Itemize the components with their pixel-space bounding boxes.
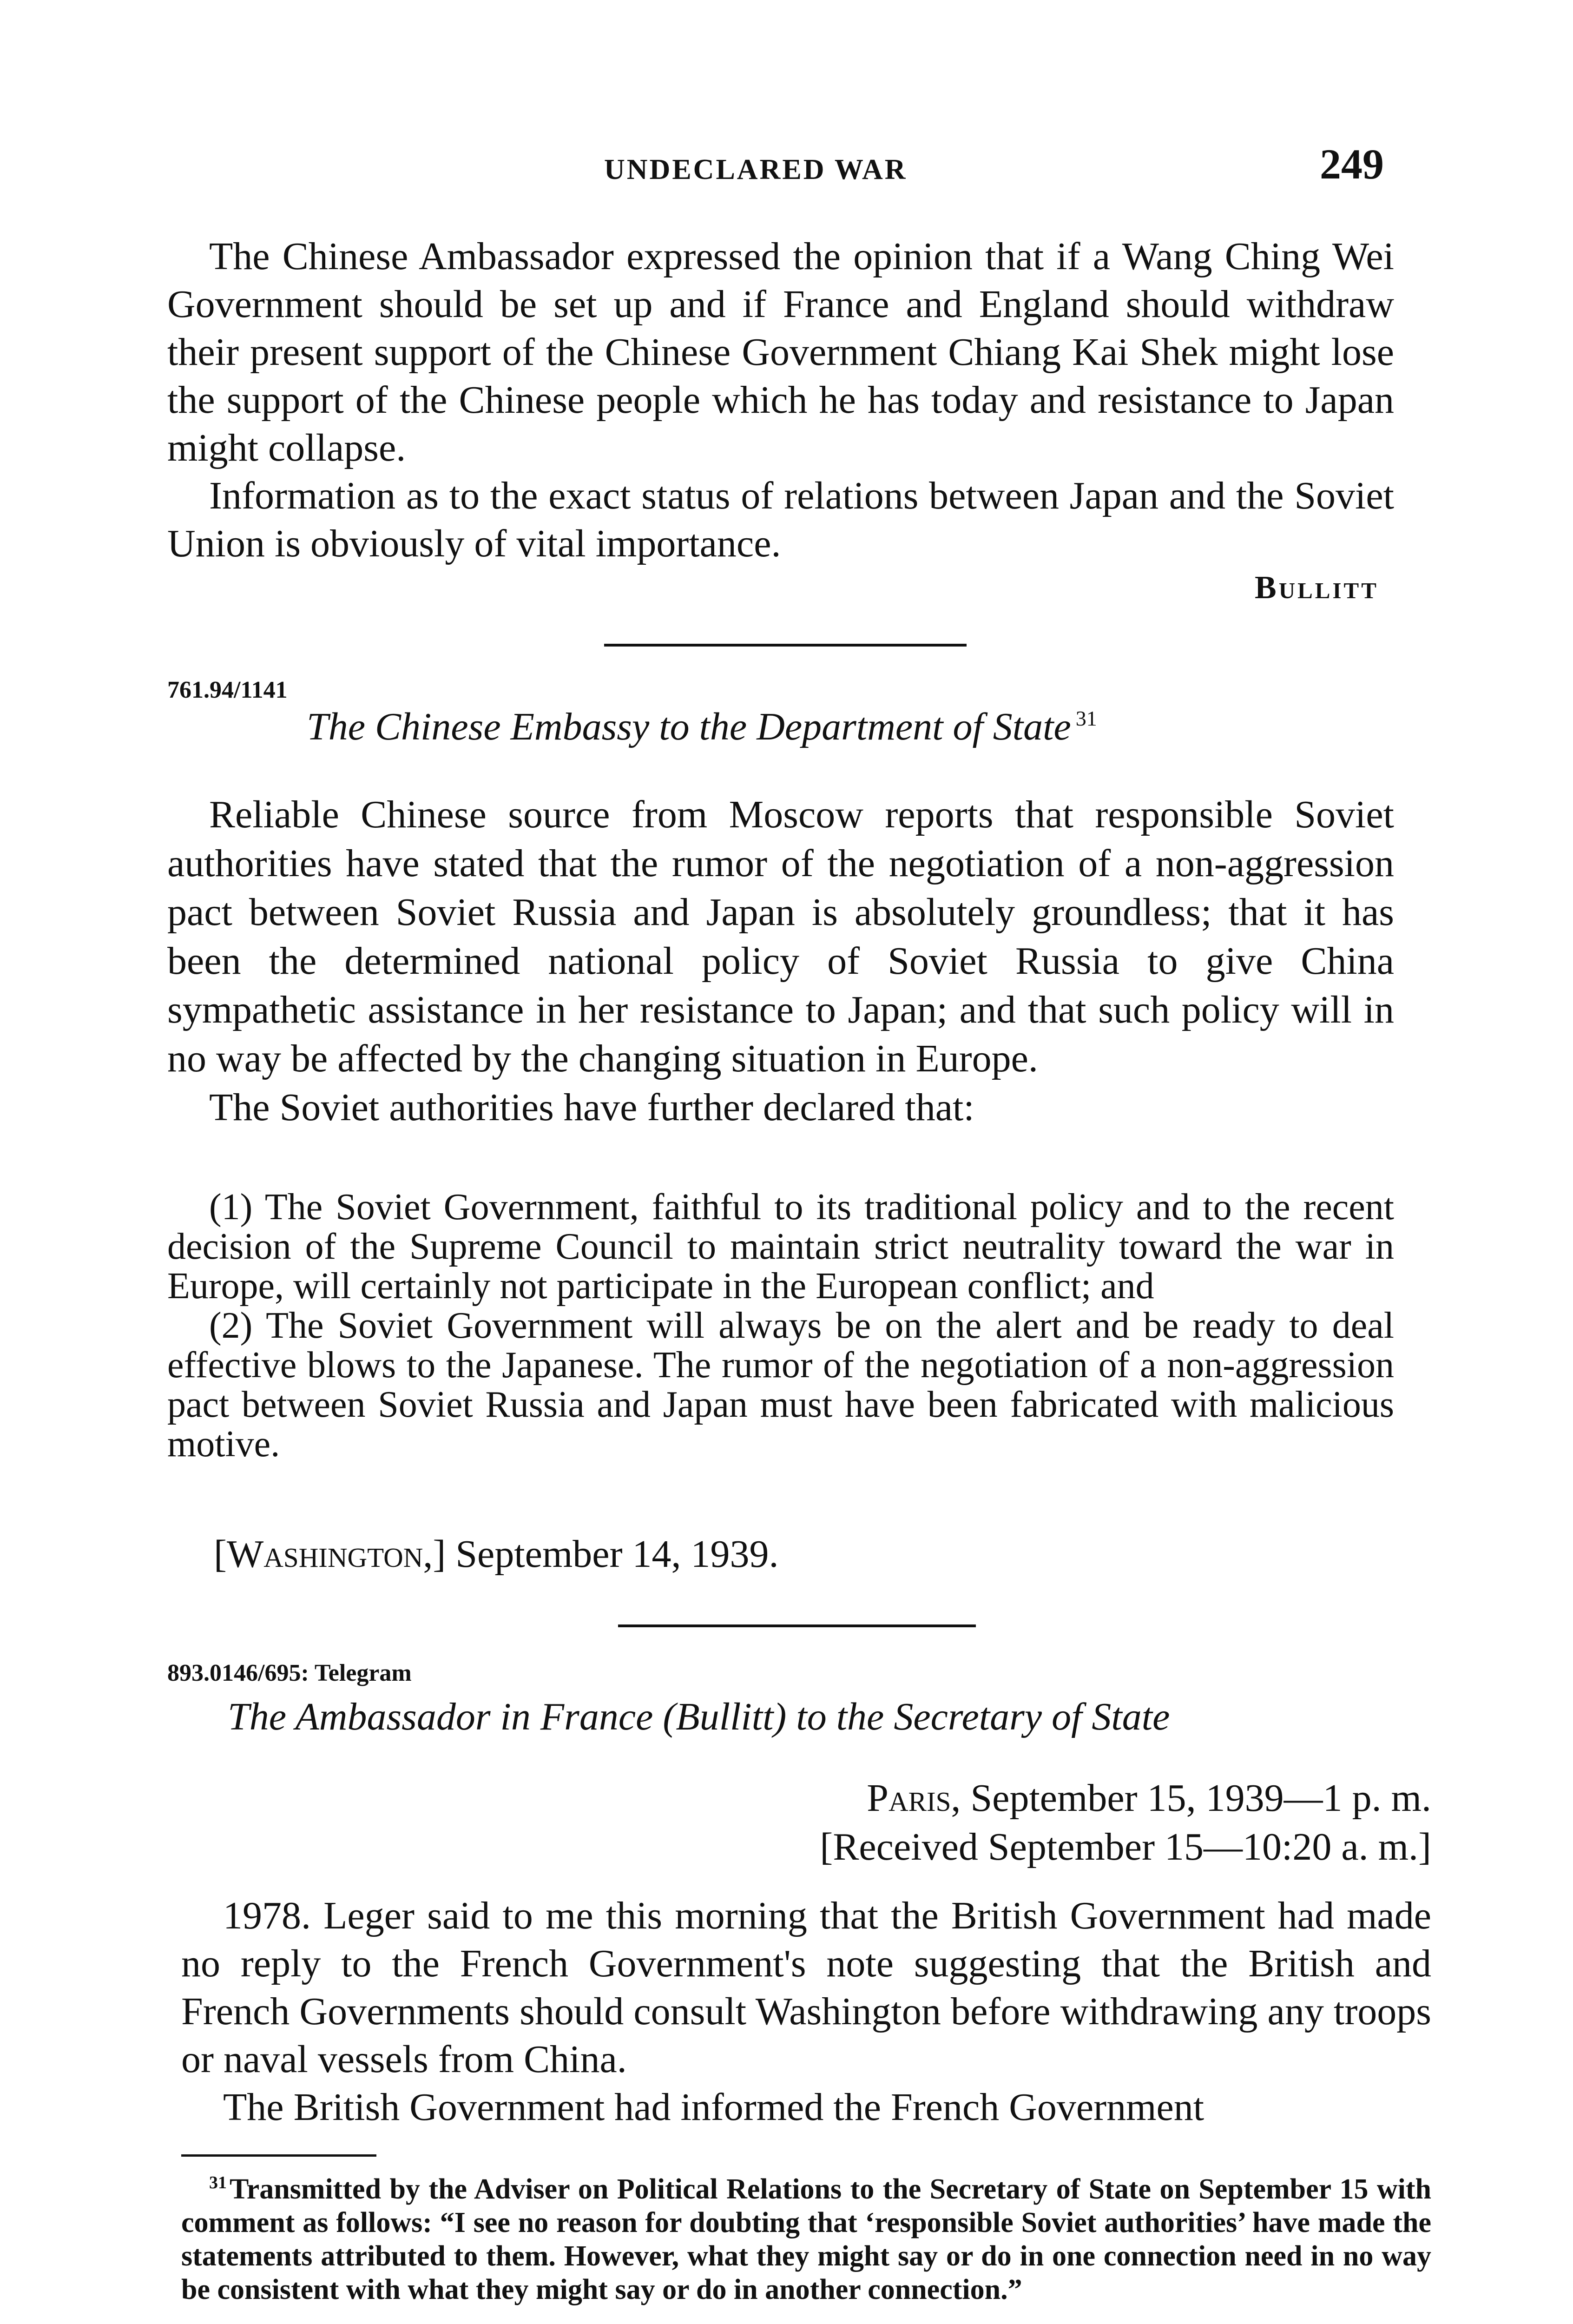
telegram-sent-line	[720, 1776, 1431, 1821]
numbered-item: (2) The Soviet Government will always be on the alert and be ready to deal effective blows to the Japanese. The rumor of the negotiation of a non-aggression pact between Soviet Russia and Japan must have been fabricated with malicious motive.	[167, 1305, 1394, 1465]
footnote	[181, 2166, 1431, 2306]
document-heading: The Ambassador in France (Bullitt) to the Secretary of State	[228, 1695, 1170, 1738]
paragraph: The British Government had informed the French Government	[223, 2086, 1204, 2129]
file-number: 893.0146/695: Telegram	[167, 1660, 412, 1686]
paragraph: Reliable Chinese source from Moscow reports that responsible Soviet authorities have stated that the rumor of the negotiation of a non-aggression pact between Soviet Russia and Japan is absolutely groundless; that it has been the determined national policy of Soviet Russia to give China sympathetic assistance in her resistance to Japan; and that such policy will in no way be affected by the changing situation in Europe.	[167, 793, 1394, 1080]
document-heading	[307, 704, 1097, 749]
running-title: UNDECLARED WAR	[604, 154, 908, 185]
dateline-place: Washington,	[226, 1532, 433, 1576]
dateline-date: September 14, 1939.	[455, 1532, 779, 1576]
paragraph: Information as to the exact status of relations between Japan and the Soviet Union is obviously of vital importance.	[167, 474, 1394, 565]
section-divider	[604, 644, 967, 647]
section-2-body	[167, 790, 1394, 1132]
telegram-place: Paris,	[867, 1776, 961, 1820]
numbered-declarations	[167, 1188, 1394, 1464]
heading-text: The Chinese Embassy to the Department of State	[307, 705, 1071, 748]
dateline: [Washington,] September 14, 1939.	[214, 1532, 779, 1576]
numbered-item: (1) The Soviet Government, faithful to its traditional policy and to the recent decision of the Supreme Council to maintain strict neutrality toward the war in Europe, will certainly not participate in the European conflict; and	[167, 1187, 1394, 1307]
footnote-divider	[181, 2154, 376, 2157]
section-divider	[618, 1624, 976, 1627]
paragraph: The Chinese Ambassador expressed the opinion that if a Wang Ching Wei Government should be set up and if France and England should withdraw their present support of the Chinese Government Chiang Kai Shek might lose the support of the Chinese people which he has today and resistance to Japan might collapse.	[167, 235, 1394, 469]
section-3-body	[181, 1892, 1431, 2131]
page-number: 249	[1320, 140, 1384, 188]
footnote-text: Transmitted by the Adviser on Political Relations to the Secretary of State on September 15 with comment as follows: “I see no reason for doubting that ‘responsible Soviet authorities’ have made the statements attributed to them. However, what they might say or do in one connection need in no way be consistent with what they might say or do in another connection.”	[181, 2173, 1431, 2305]
section-1-body	[167, 232, 1394, 568]
telegram-received: [Received September 15—10:20 a. m.]	[820, 1825, 1431, 1868]
footnote-number: 31	[209, 2173, 227, 2192]
signature: Bullitt	[1255, 570, 1379, 606]
telegram-sent: September 15, 1939—1 p. m.	[970, 1776, 1431, 1820]
paragraph: The Soviet authorities have further declared that:	[209, 1086, 974, 1129]
file-number: 761.94/1141	[167, 677, 288, 703]
footnote-reference: 31	[1075, 706, 1097, 730]
paragraph: 1978. Leger said to me this morning that the British Government had made no reply to the French Government's note suggesting that the British and French Governments should consult Washington before withdrawing any troops or naval vessels from China.	[181, 1894, 1431, 2081]
